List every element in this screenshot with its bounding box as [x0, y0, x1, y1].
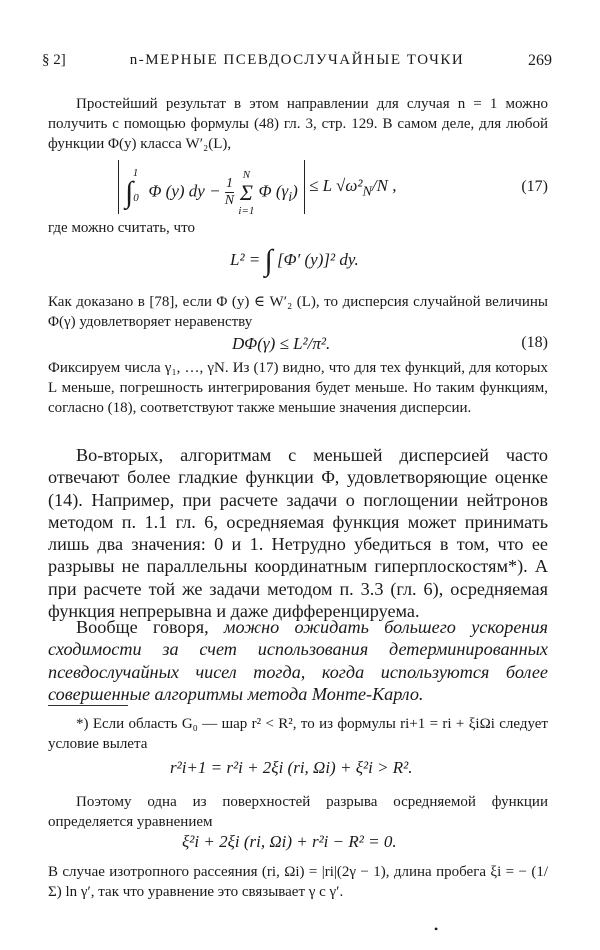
formula-17: $\int_0^1$ Φ (y) dy − $\frac{1}{N}$ N Σ i=1 Φ $(\gamma_i) \le L$ $√\omega^2_N/N$ , — [118, 160, 396, 214]
footnote-line-1: *) Если область G₀ — шар r² < R², то из формулы ri+1 = ri + ξiΩi следует условие вылета — [48, 716, 548, 752]
paragraph-intro: Простейший результат в этом направлении для случая n = 1 можно получить с помощью формулы (48) гл. 3, стр. 129. В самом деле, для любой функции Φ(y) класса W′₂(L), — [48, 96, 548, 152]
running-title: n-МЕРНЫЕ ПСЕВДОСЛУЧАЙНЫЕ ТОЧКИ — [129, 52, 465, 68]
equation-number-18: (18) — [521, 334, 548, 351]
section-mark: § 2] — [42, 52, 66, 68]
footnote-line-2: Поэтому одна из поверхностей разрыва осредняемой функции определяется уравнением — [48, 794, 548, 830]
footnote-rule — [48, 705, 128, 706]
bottom-mark: • — [434, 922, 439, 936]
footnote-line-3: В случае изотропного рассеяния (ri, Ωi) = |ri|(2γ − 1), длина пробега ξi = − (1/Σ) ln γ′, так что уравнение это связывает γ с γ′. — [48, 864, 548, 900]
formula-18: DΦ(γ) ≤ L²/π². — [232, 334, 331, 353]
footnote-equation-2: ξ²i + 2ξi (ri, Ωi) + r²i − R² = 0. — [182, 832, 397, 851]
paragraph-consider: где можно считать, что — [48, 220, 195, 236]
conclusion-italic: можно ожидать большего ускорения сходимости за счет использования детерминированных псевдослучайных чисел тогда, когда используются более совершенные алгоритмы метода Монте-Карло. — [48, 617, 548, 704]
formula-L-squared: L² = ∫ [Φ′ (y)]² dy. — [230, 244, 359, 277]
paragraph-second: Во-вторых, алгоритмам с меньшей дисперсией часто отвечают более гладкие функции Φ, удовлетворяющие оценке (14). Например, при расчете задачи о поглощении нейтронов методом п. 1.1 гл. 6, осредняемая функция может принимать лишь два значения: 0 и 1. Нетрудно убедиться в том, что ее разрывы не параллельны координатным гиперплоскостям*). А при расчете той же задачи методом п. 3.3 (гл. 6), осредняемая функция непрерывна и даже дифференцируема. — [48, 445, 548, 622]
conclusion-lead: Вообще говоря, — [76, 617, 224, 637]
equation-number-17: (17) — [521, 178, 548, 195]
paragraph-fix-numbers: Фиксируем числа γ₁, …, γN. Из (17) видно, что для тех функций, для которых L меньше, погрешность интегрирования будет меньше. Но таким функциям, согласно (18), соответствуют также меньшие значения дисперсии. — [48, 360, 548, 416]
footnote-equation-1: r²i+1 = r²i + 2ξi (ri, Ωi) + ξ²i > R². — [170, 758, 413, 777]
page-number: 269 — [528, 52, 552, 69]
paragraph-dispersion: Как доказано в [78], если Φ (y) ∈ W′₂ (L), то дисперсия случайной величины Φ(γ) удовлетворяет неравенству — [48, 294, 548, 330]
paragraph-conclusion — [48, 616, 548, 705]
running-header — [42, 52, 552, 72]
formula-L-integrand: [Φ′ (y)]² dy. — [277, 249, 359, 269]
formula-L-lhs: L² = — [230, 249, 261, 269]
